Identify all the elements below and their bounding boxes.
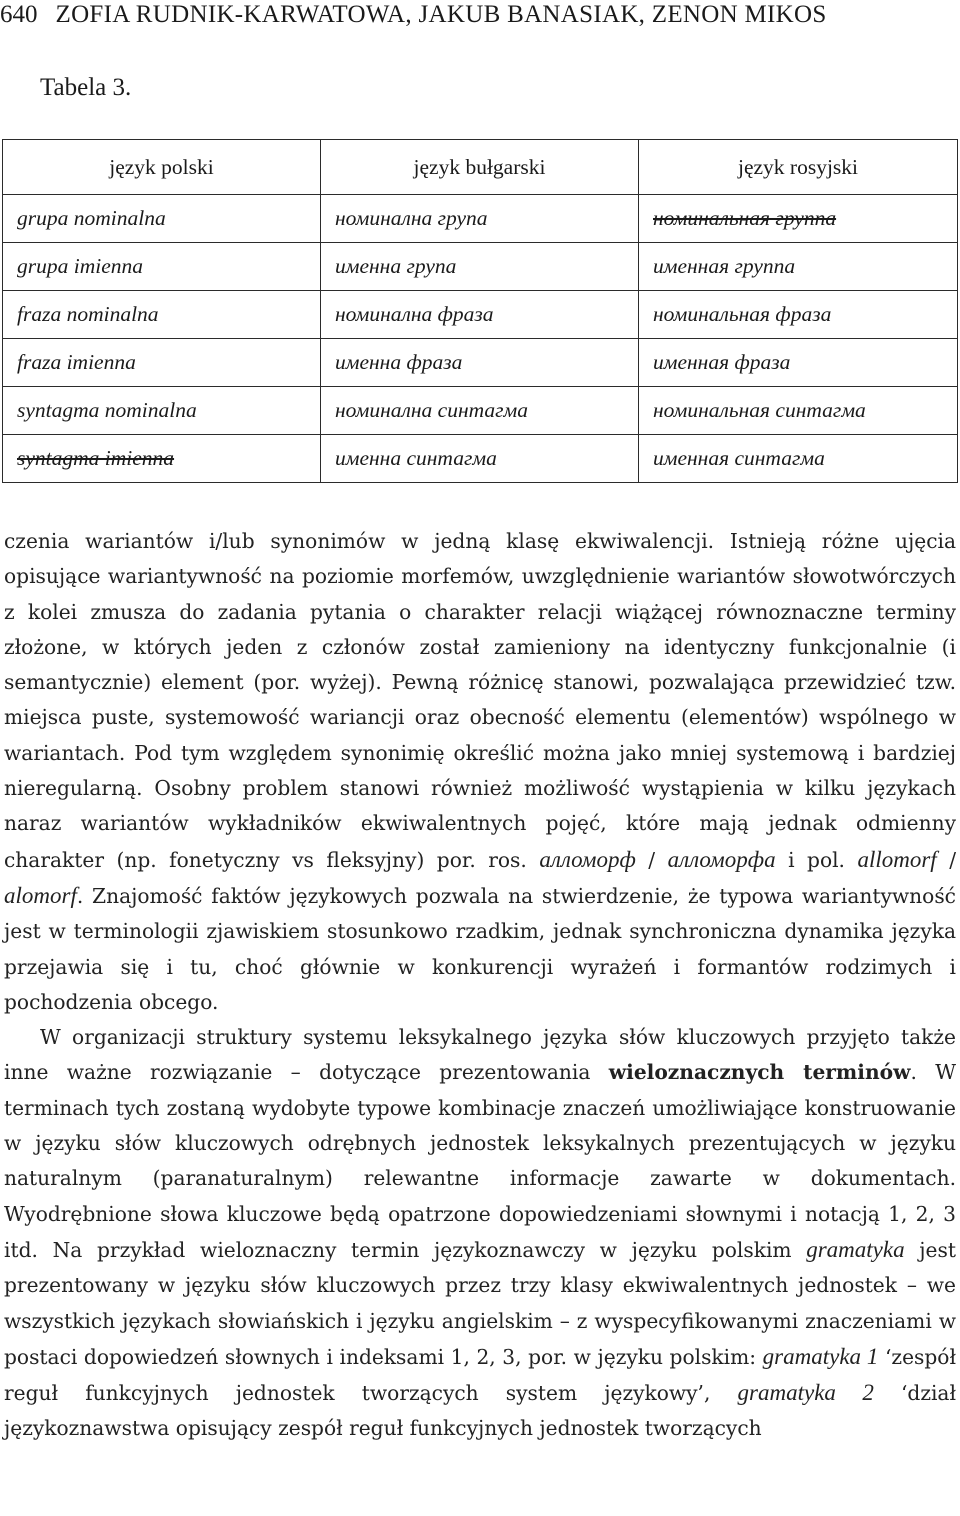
cell-bulgarian: именна фраза — [321, 339, 639, 387]
italic-term: gramatyka 1 — [762, 1343, 879, 1369]
cell-russian: номинальная фраза — [639, 291, 958, 339]
cell-bulgarian: именна синтагма — [321, 435, 639, 483]
cell-russian: именная синтагма — [639, 435, 958, 483]
italic-term: gramatyka 2 — [737, 1380, 874, 1406]
text-run: W organizacji struktury systemu leksykalnego języka słów kluczowych przyjęto także inne ważne rozwiązanie – dotyczące prezentowania — [4, 1025, 956, 1085]
column-header-russian: język rosyjski — [639, 140, 958, 195]
table-row — [3, 195, 958, 243]
cell-polish: fraza nominalna — [3, 291, 321, 339]
table-row — [3, 435, 958, 483]
text-run: . W terminach tych zostaną wydobyte typowe kombinacje znaczeń umożliwiające konstruowanie w języku słów kluczowych odrębnych jednostek leksykalnych prezentujących w języku naturalnym (paranaturalnym) relewantne informacje zawarte w dokumentach. Wyodrębnione słowa kluczowe będą opatrzone dopowiedzeniami słownymi i notacją 1, 2, 3 itd. Na przykład wieloznaczny termin językoznawczy w języku polskim — [4, 1060, 956, 1262]
cell-russian: именная фраза — [639, 339, 958, 387]
body-text — [4, 524, 956, 1447]
column-header-bulgarian: język bułgarski — [321, 140, 639, 195]
table-caption: Tabela 3. — [40, 74, 132, 101]
cell-bulgarian: номинална група — [321, 195, 639, 243]
page-number: 640 — [0, 1, 38, 28]
cell-russian: именная группа — [639, 243, 958, 291]
running-head-authors: ZOFIA RUDNIK-KARWATOWA, JAKUB BANASIAK, ZENON MIKOS — [55, 1, 827, 28]
italic-term: алломорфа — [667, 846, 776, 872]
text-run: ‘dział językoznawstwa opisujący zespół reguł funkcyjnych jednostek tworzących — [4, 1381, 956, 1441]
text-run: / — [936, 847, 956, 872]
italic-term: alomorf — [4, 882, 77, 908]
text-run: i pol. — [775, 847, 858, 872]
text-run: ‘zespół reguł funkcyjnych jednostek tworzących system językowy’, — [4, 1344, 956, 1406]
italic-term: allomorf — [857, 846, 937, 872]
cell-russian: номинальная синтагма — [639, 387, 958, 435]
paragraph-2 — [4, 1020, 956, 1447]
italic-term: алломорф — [539, 846, 636, 872]
running-head — [0, 0, 827, 30]
table-header-row — [3, 140, 958, 195]
cell-russian: номинальная группа — [639, 195, 958, 243]
text-run: jest prezentowany w języku słów kluczowych przez trzy klasy ekwiwalentnych jednostek – we wszystkich językach słowiańskich i języku angielskim – z wyspecyfikowanymi znaczeniami w postaci dopowiedzeń słownych i indeksami 1, 2, 3, por. w języku polskim: — [4, 1237, 956, 1369]
cell-bulgarian: номинална синтагма — [321, 387, 639, 435]
text-run: czenia wariantów i/lub synonimów w jedną klasę ekwiwalencji. Istnieją różne ujęcia opisujące wariantywność na poziomie morfemów, uwzględnienie wariantów słowotwórczych z kolei zmusza do zadania pytania o charakter relacji wiążącej równoznaczne terminy złożone, w których jeden z członów został zamieniony na identyczny funkcjonalnie (i semantycznie) element (por. wyżej). Pewną różnicę stanowi, pozwalająca przewidzieć tzw. miejsca puste, systemowość wariancji oraz obecność elementu (elementów) wspólnego w wariantach. Pod tym względem synonimię określić można jako mniej systemową i bardziej nieregularną. Osobny problem stanowi również możliwość wystąpienia w kilku językach naraz wariantów wykładników ekwiwalentnych pojęć, które mają jednak odmienny charakter (np. fonetyczny vs fleksyjny) por. ros. — [4, 529, 956, 872]
terminology-table — [2, 139, 958, 483]
table-row — [3, 243, 958, 291]
cell-polish: syntagma imienna — [3, 435, 321, 483]
table-row — [3, 339, 958, 387]
paragraph-1 — [4, 524, 956, 1020]
cell-bulgarian: номинална фраза — [321, 291, 639, 339]
table-row — [3, 291, 958, 339]
cell-polish: grupa imienna — [3, 243, 321, 291]
column-header-polish: język polski — [3, 140, 321, 195]
table-row — [3, 387, 958, 435]
cell-polish: fraza imienna — [3, 339, 321, 387]
cell-polish: grupa nominalna — [3, 195, 321, 243]
text-run: . Znajomość faktów językowych pozwala na stwierdzenie, że typowa wariantywność jest w terminologii zjawiskiem stosunkowo rzadkim, jednak synchroniczna dynamika języka przejawia się i tu, choć głównie w konkurencji wyrażeń i formantów rodzimych i pochodzenia obcego. — [4, 883, 956, 1014]
bold-term: wieloznacznych terminów — [608, 1060, 911, 1085]
italic-term: gramatyka — [806, 1236, 905, 1262]
cell-polish: syntagma nominalna — [3, 387, 321, 435]
text-run: / — [635, 847, 668, 872]
cell-bulgarian: именна група — [321, 243, 639, 291]
